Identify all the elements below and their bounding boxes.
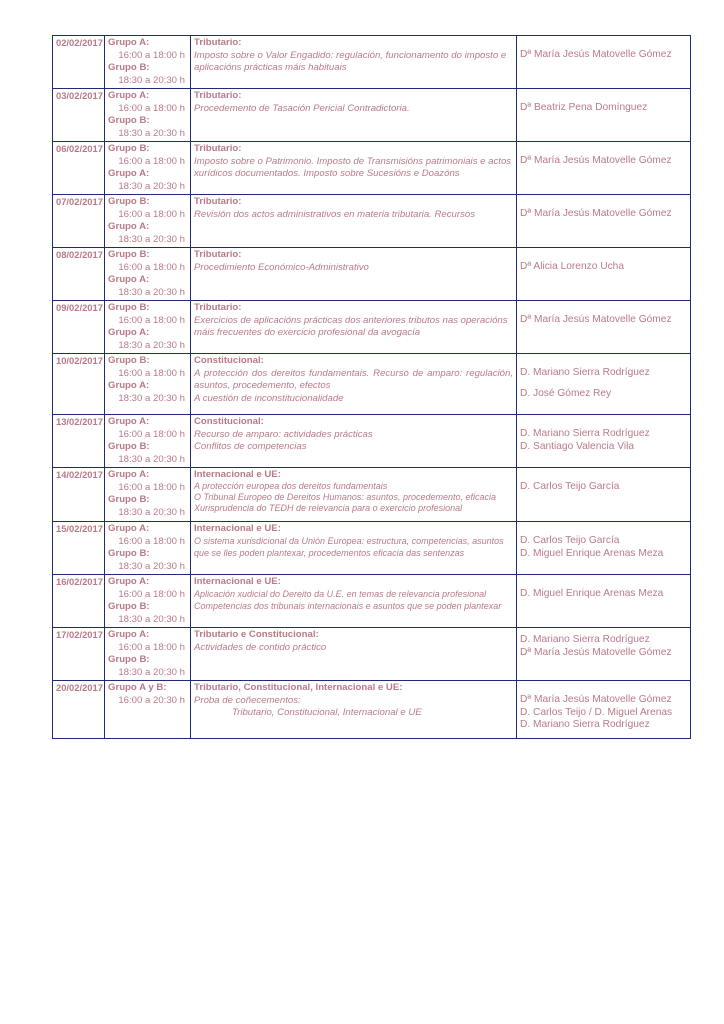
subject-title: Tributario e Constitucional: [194, 629, 319, 640]
teacher-name: D. Mariano Sierra Rodríguez [520, 367, 650, 378]
group-name: Grupo A: [108, 221, 150, 232]
group-name: Grupo A: [108, 274, 150, 285]
subject-title: Tributario: [194, 302, 242, 313]
topic-description: Conflitos de competencias [194, 441, 307, 452]
session-date: 06/02/2017 [56, 143, 103, 154]
teacher-cell [517, 301, 691, 354]
groups-cell [105, 195, 191, 248]
table-row [53, 195, 691, 248]
group-time: 16:00 a 18:00 h [118, 588, 185, 600]
session-date: 20/02/2017 [56, 682, 103, 693]
group-name: Grupo B: [108, 62, 150, 73]
group-name: Grupo A: [108, 629, 150, 640]
topic-cell [191, 36, 517, 89]
group-name: Grupo A: [108, 469, 150, 480]
group-time: 18:30 a 20:30 h [118, 560, 185, 572]
group-time: 16:00 a 18:00 h [118, 535, 185, 547]
groups-cell [105, 89, 191, 142]
subject-title: Tributario: [194, 37, 242, 48]
group-name: Grupo A: [108, 576, 150, 587]
session-date: 10/02/2017 [56, 355, 103, 366]
group-time: 18:30 a 20:30 h [118, 233, 185, 245]
groups-cell [105, 468, 191, 522]
topic-description: Procedimiento Económico-Administrativo [194, 261, 369, 273]
date-cell [53, 354, 105, 415]
topic-cell [191, 248, 517, 301]
table-row [53, 89, 691, 142]
subject-title: Tributario: [194, 249, 242, 260]
topic-cell [191, 415, 517, 468]
teacher-name: Dª Alicia Lorenzo Ucha [520, 261, 624, 272]
subject-title: Tributario: [194, 90, 242, 101]
topic-description: Competencias dos tribunais internacionais e asuntos que se poden plantexar [194, 601, 502, 611]
group-name: Grupo A: [108, 523, 150, 534]
teacher-cell [517, 468, 691, 522]
groups-cell [105, 142, 191, 195]
teacher-cell [517, 142, 691, 195]
teacher-cell [517, 248, 691, 301]
group-name: Grupo B: [108, 548, 150, 559]
group-time: 18:30 a 20:30 h [118, 506, 185, 518]
session-date: 07/02/2017 [56, 196, 103, 207]
topic-description: Proba de coñecementos: [194, 694, 301, 706]
groups-cell [105, 36, 191, 89]
date-cell [53, 681, 105, 739]
group-name: Grupo B: [108, 494, 150, 505]
group-name: Grupo A: [108, 90, 150, 101]
session-date: 03/02/2017 [56, 90, 103, 101]
date-cell [53, 36, 105, 89]
group-name: Grupo A: [108, 327, 150, 338]
group-time: 18:30 a 20:30 h [118, 392, 185, 404]
teacher-name: D. Miguel Enrique Arenas Meza [520, 588, 664, 599]
teacher-cell [517, 36, 691, 89]
group-time: 16:00 a 18:00 h [118, 49, 185, 61]
group-name: Grupo B: [108, 196, 150, 207]
topic-description: Imposto sobre o Valor Engadido: regulación, funcionamento do imposto e aplicacións prácticas máis habituais [194, 49, 507, 73]
group-time: 18:30 a 20:30 h [118, 613, 185, 625]
teacher-name: D. Mariano Sierra Rodríguez [520, 719, 650, 730]
table-row [53, 522, 691, 575]
groups-cell [105, 575, 191, 628]
teacher-name: D. Mariano Sierra Rodríguez [520, 634, 650, 645]
teacher-name: D. Carlos Teijo García [520, 481, 620, 492]
topic-description: Recurso de amparo: actividades prácticas [194, 428, 373, 440]
teacher-cell [517, 354, 691, 415]
teacher-cell [517, 575, 691, 628]
table-row [53, 301, 691, 354]
teacher-cell [517, 628, 691, 681]
group-name: Grupo B: [108, 249, 150, 260]
topic-description: Revisión dos actos administrativos en materia tributaria. Recursos [194, 208, 476, 220]
teacher-name: Dª María Jesús Matovelle Gómez [520, 694, 672, 705]
subject-title: Internacional e UE: [194, 576, 281, 587]
topic-description: A cuestión de inconstitucionalidade [194, 392, 344, 404]
date-cell [53, 468, 105, 522]
groups-cell [105, 354, 191, 415]
subject-title: Internacional e UE: [194, 523, 281, 534]
table-row [53, 575, 691, 628]
topic-cell [191, 354, 517, 415]
group-time: 18:30 a 20:30 h [118, 666, 185, 678]
topic-description: A protección europea dos dereitos fundamentais [194, 481, 388, 491]
group-time: 16:00 a 18:00 h [118, 641, 185, 653]
group-time: 18:30 a 20:30 h [118, 286, 185, 298]
subject-title: Tributario, Constitucional, Internacional e UE: [194, 682, 403, 693]
date-cell [53, 522, 105, 575]
subject-title: Constitucional: [194, 416, 264, 427]
topic-cell [191, 575, 517, 628]
groups-cell [105, 681, 191, 739]
subject-title: Internacional e UE: [194, 469, 281, 480]
topic-cell [191, 468, 517, 522]
topic-description: Aplicación xudicial do Dereito da U.E. en temas de relevancia profesional [194, 589, 487, 599]
teacher-name: Dª María Jesús Matovelle Gómez [520, 208, 672, 219]
topic-description: Xurisprudencia do TEDH de relevancia para o exercicio profesional [194, 503, 463, 513]
topic-cell [191, 195, 517, 248]
group-time: 16:00 a 18:00 h [118, 261, 185, 273]
teacher-name: Dª María Jesús Matovelle Gómez [520, 646, 672, 658]
group-name: Grupo A y B: [108, 682, 167, 693]
group-time: 16:00 a 20:30 h [118, 694, 185, 706]
teacher-cell [517, 681, 691, 739]
group-time: 16:00 a 18:00 h [118, 314, 185, 326]
teacher-name: D. Carlos Teijo García [520, 535, 620, 546]
topic-description: A protección dos dereitos fundamentais. Recurso de amparo: regulación, asuntos, procedemento, efectos [194, 367, 513, 391]
group-name: Grupo B: [108, 441, 150, 452]
teacher-cell [517, 415, 691, 468]
table-row [53, 354, 691, 415]
topic-cell [191, 301, 517, 354]
date-cell [53, 575, 105, 628]
topic-description: Tributario, Constitucional, Internacional e UE [232, 707, 422, 718]
groups-cell [105, 628, 191, 681]
group-time: 18:30 a 20:30 h [118, 453, 185, 465]
group-name: Grupo B: [108, 302, 150, 313]
teacher-name: Dª Beatriz Pena Domínguez [520, 102, 648, 113]
table-row [53, 415, 691, 468]
date-cell [53, 195, 105, 248]
group-name: Grupo B: [108, 355, 150, 366]
teacher-cell [517, 522, 691, 575]
topic-description: Procedemento de Tasación Pericial Contradictoria. [194, 102, 410, 114]
date-cell [53, 628, 105, 681]
group-time: 16:00 a 18:00 h [118, 102, 185, 114]
group-time: 16:00 a 18:00 h [118, 208, 185, 220]
teacher-name: D. Santiago Valencia Vila [520, 440, 635, 452]
group-time: 16:00 a 18:00 h [118, 155, 185, 167]
groups-cell [105, 415, 191, 468]
topic-description: O Tribunal Europeo de Dereitos Humanos: asuntos, procedemento, eficacia [194, 492, 496, 502]
topic-description: Exercicios de aplicacións prácticas dos anteriores tributos nas operacións máis frecuentes do exercicio profesional da avogacía [194, 314, 508, 338]
group-name: Grupo B: [108, 143, 150, 154]
table-row [53, 628, 691, 681]
teacher-cell [517, 195, 691, 248]
group-time: 18:30 a 20:30 h [118, 74, 185, 86]
group-name: Grupo B: [108, 601, 150, 612]
teacher-name: D. Carlos Teijo / D. Miguel Arenas [520, 706, 673, 718]
session-date: 02/02/2017 [56, 37, 103, 48]
session-date: 09/02/2017 [56, 302, 103, 313]
group-time: 16:00 a 18:00 h [118, 367, 185, 379]
group-time: 16:00 a 18:00 h [118, 428, 185, 440]
teacher-cell [517, 89, 691, 142]
group-name: Grupo A: [108, 416, 150, 427]
table-row [53, 142, 691, 195]
teacher-name: Dª María Jesús Matovelle Gómez [520, 155, 672, 166]
session-date: 13/02/2017 [56, 416, 103, 427]
group-name: Grupo B: [108, 654, 150, 665]
date-cell [53, 142, 105, 195]
subject-title: Tributario: [194, 143, 242, 154]
group-name: Grupo A: [108, 37, 150, 48]
topic-cell [191, 681, 517, 739]
group-name: Grupo B: [108, 115, 150, 126]
teacher-name: Dª María Jesús Matovelle Gómez [520, 314, 672, 325]
group-time: 16:00 a 18:00 h [118, 481, 185, 493]
schedule-table [52, 35, 691, 739]
topic-cell [191, 628, 517, 681]
table-row [53, 248, 691, 301]
date-cell [53, 301, 105, 354]
session-date: 17/02/2017 [56, 629, 103, 640]
teacher-name: D. Mariano Sierra Rodríguez [520, 428, 650, 439]
topic-description: Imposto sobre o Patrimonio. Imposto de Transmisións patrimoniais e actos xurídicos documentados. Imposto sobre Sucesións e Doazóns [194, 155, 512, 179]
date-cell [53, 89, 105, 142]
session-date: 16/02/2017 [56, 576, 103, 587]
teacher-name: D. Miguel Enrique Arenas Meza [520, 547, 664, 559]
subject-title: Tributario: [194, 196, 242, 207]
session-date: 08/02/2017 [56, 249, 103, 260]
teacher-name: Dª María Jesús Matovelle Gómez [520, 49, 672, 60]
topic-cell [191, 89, 517, 142]
topic-cell [191, 142, 517, 195]
groups-cell [105, 301, 191, 354]
group-time: 18:30 a 20:30 h [118, 127, 185, 139]
topic-description: Actividades de contido práctico [194, 641, 327, 653]
session-date: 14/02/2017 [56, 469, 103, 480]
table-row [53, 681, 691, 739]
topic-cell [191, 522, 517, 575]
group-name: Grupo A: [108, 380, 150, 391]
subject-title: Constitucional: [194, 355, 264, 366]
table-row [53, 36, 691, 89]
teacher-name: D. José Gómez Rey [520, 387, 612, 399]
date-cell [53, 415, 105, 468]
session-date: 15/02/2017 [56, 523, 103, 534]
group-name: Grupo A: [108, 168, 150, 179]
table-row [53, 468, 691, 522]
group-time: 18:30 a 20:30 h [118, 180, 185, 192]
groups-cell [105, 248, 191, 301]
groups-cell [105, 522, 191, 575]
topic-description: O sistema xurisdicional da Unión Europea: estructura, competencias, asuntos que se lles poden plantexar, procedementos eficacia das sentenzas [194, 536, 504, 558]
date-cell [53, 248, 105, 301]
group-time: 18:30 a 20:30 h [118, 339, 185, 351]
